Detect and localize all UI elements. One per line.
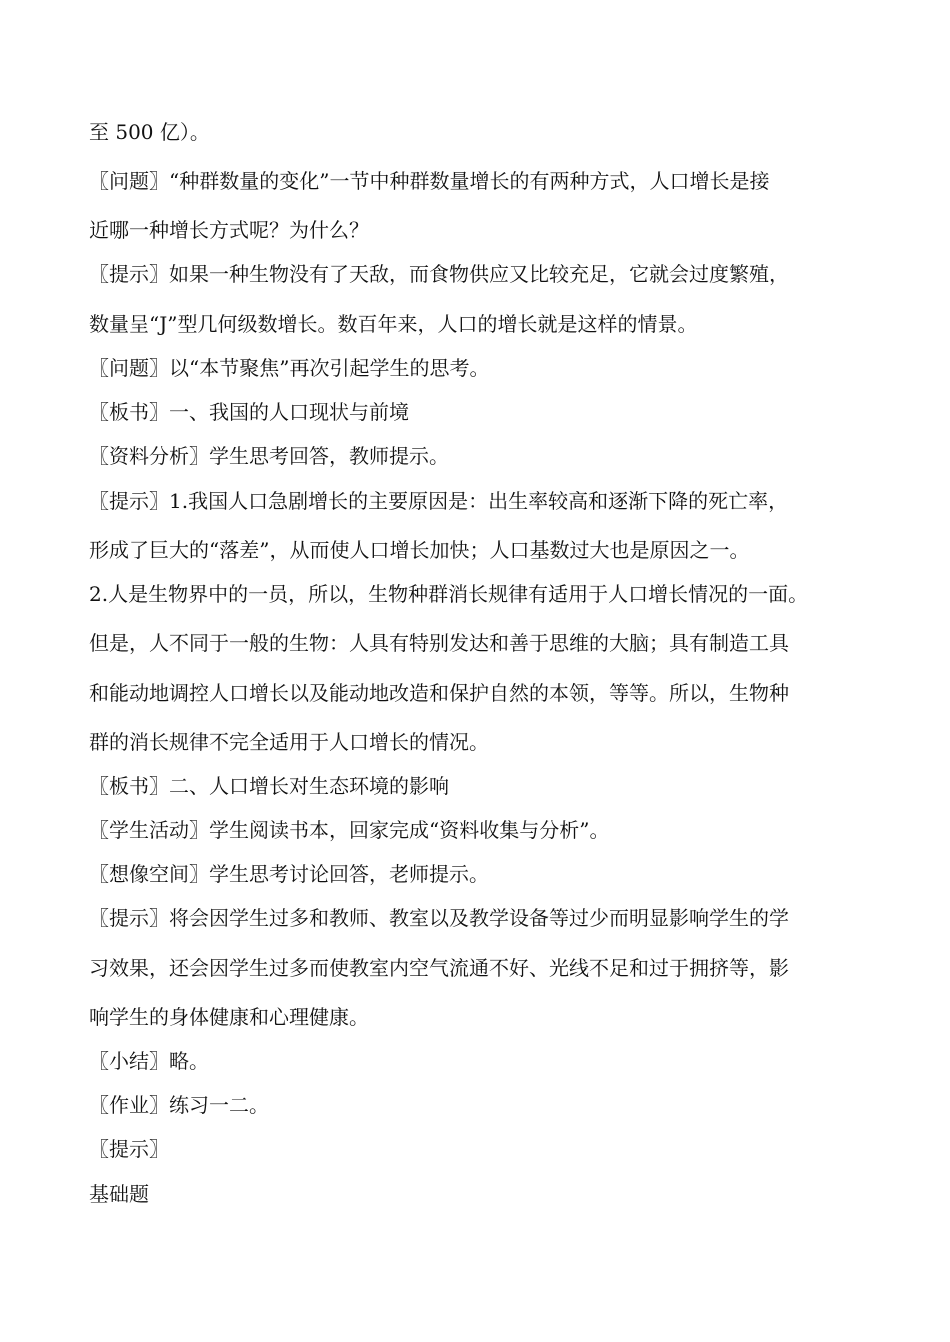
- text-line-9: 〖提示〗1.我国人口急剧增长的主要原因是：出生率较高和逐渐下降的死亡率，: [89, 489, 789, 513]
- text-line-1: 至 500 亿）。: [89, 120, 210, 144]
- text-line-24: 基础题: [89, 1182, 149, 1206]
- text-line-3: 近哪一种增长方式呢？为什么？: [89, 218, 369, 242]
- text-line-12: 但是，人不同于一般的生物：人具有特别发达和善于思维的大脑；具有制造工具: [89, 631, 789, 655]
- text-line-16: 〖学生活动〗学生阅读书本，回家完成“资料收集与分析”。: [89, 818, 610, 842]
- text-line-10: 形成了巨大的“落差”，从而使人口增长加快；人口基数过大也是原因之一。: [89, 538, 750, 562]
- text-line-22: 〖作业〗练习一二。: [89, 1093, 269, 1117]
- text-line-2: 〖问题〗“种群数量的变化”一节中种群数量增长的有两种方式，人口增长是接: [89, 169, 770, 193]
- text-line-15: 〖板书〗二、人口增长对生态环境的影响: [89, 774, 449, 798]
- text-line-7: 〖板书〗一、我国的人口现状与前境: [89, 400, 409, 424]
- text-line-19: 习效果，还会因学生过多而使教室内空气流通不好、光线不足和过于拥挤等，影: [89, 956, 789, 980]
- text-line-23: 〖提示〗: [89, 1137, 169, 1161]
- text-line-21: 〖小结〗略。: [89, 1049, 209, 1073]
- text-line-5: 数量呈“J”型几何级数增长。数百年来，人口的增长就是这样的情景。: [89, 312, 698, 336]
- text-line-6: 〖问题〗以“本节聚焦”再次引起学生的思考。: [89, 356, 490, 380]
- text-line-4: 〖提示〗如果一种生物没有了天敌，而食物供应又比较充足，它就会过度繁殖，: [89, 262, 789, 286]
- text-line-14: 群的消长规律不完全适用于人口增长的情况。: [89, 730, 489, 754]
- text-line-11: 2.人是生物界中的一员，所以，生物种群消长规律有适用于人口增长情况的一面。: [89, 582, 809, 606]
- text-line-13: 和能动地调控人口增长以及能动地改造和保护自然的本领，等等。所以，生物种: [89, 681, 789, 705]
- text-line-8: 〖资料分析〗学生思考回答，教师提示。: [89, 444, 449, 468]
- text-line-17: 〖想像空间〗学生思考讨论回答，老师提示。: [89, 862, 489, 886]
- text-line-20: 响学生的身体健康和心理健康。: [89, 1005, 369, 1029]
- text-line-18: 〖提示〗将会因学生过多和教师、教室以及教学设备等过少而明显影响学生的学: [89, 906, 789, 930]
